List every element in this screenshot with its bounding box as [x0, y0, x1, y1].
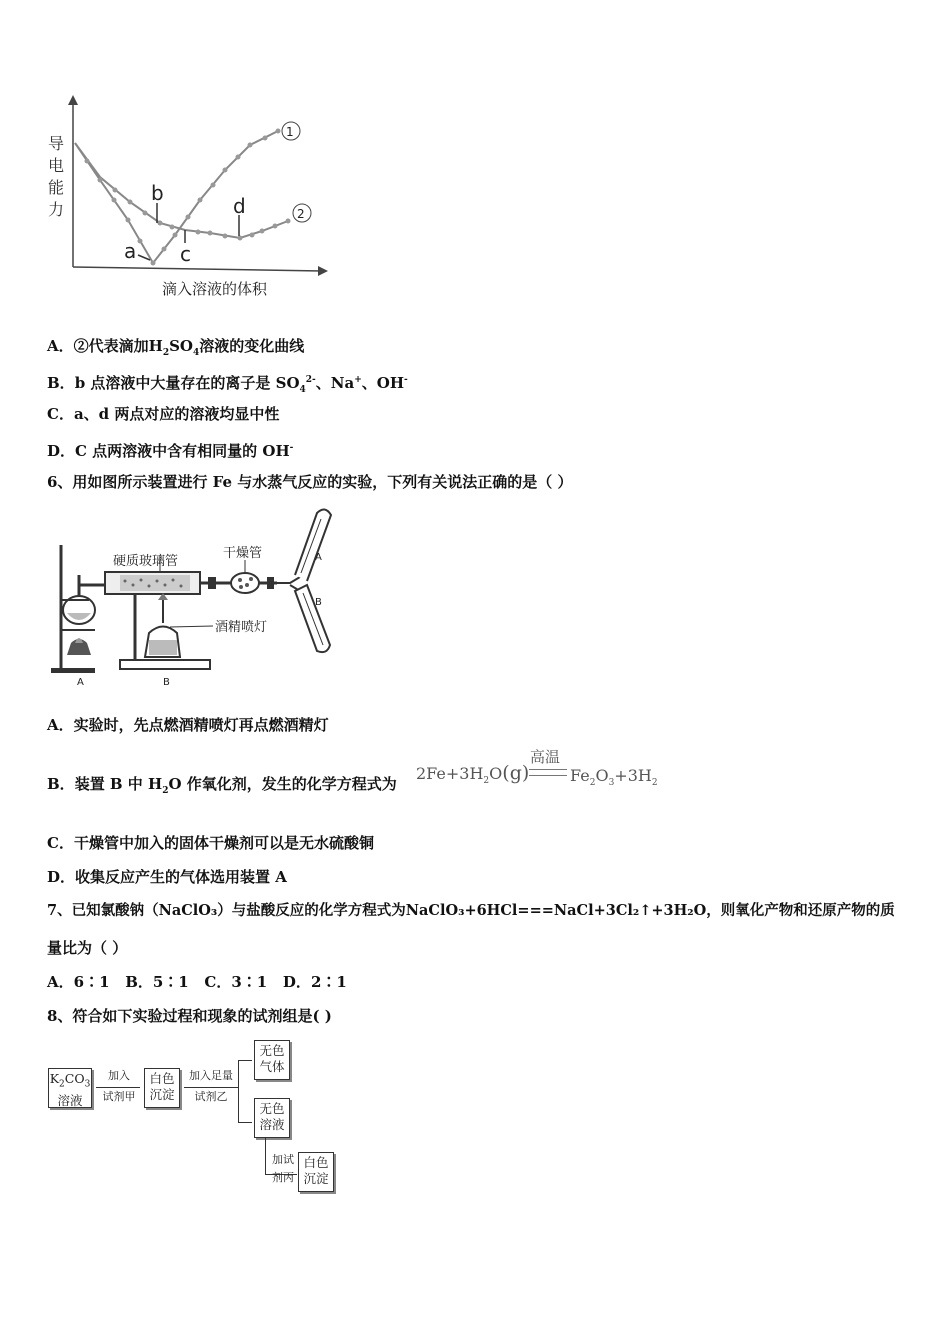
x-axis-arrow	[318, 266, 328, 276]
q6-option-a: A．实验时，先点燃酒精喷灯再点燃酒精灯	[47, 716, 329, 734]
point-c-label: c	[180, 242, 191, 266]
q5-option-b: B．b 点溶液中大量存在的离子是 $SO_4^{2-}$、Na+、OH-	[47, 374, 408, 395]
flow-arrow2-bottom: 试剂乙	[194, 1090, 228, 1103]
svg-text:A: A	[315, 552, 322, 563]
q6-equation-condition: 高温	[530, 748, 561, 766]
flow-arrow2	[184, 1087, 238, 1088]
q7-option-c: C．3∶1	[204, 973, 268, 991]
flow-box-white-precipitate-1: 白色 沉淀	[144, 1068, 180, 1108]
flow-box-white-precipitate-2: 白色 沉淀	[298, 1152, 334, 1192]
x-axis-label: 滴入溶液的体积	[162, 280, 268, 298]
q7-option-d: D．2∶1	[282, 973, 347, 991]
q6-equation-equals	[529, 769, 567, 776]
q6-option-b: B．装置 B 中 $H_2O$ 作氧化剂，发生的化学方程式为	[47, 775, 397, 796]
q6-equation: $2Fe+3H_2O(g)$	[416, 762, 530, 787]
flow-arrow2-top: 加入足量	[189, 1069, 233, 1082]
y-label-4: 力	[48, 200, 65, 219]
q7-options	[47, 972, 347, 992]
flow-arrow1-top: 加入	[108, 1069, 130, 1082]
svg-text:B: B	[163, 677, 170, 688]
svg-text:干燥管: 干燥管	[223, 546, 263, 561]
y-axis-arrow	[68, 95, 78, 105]
x-axis	[73, 267, 322, 271]
y-label-1: 导	[48, 134, 65, 153]
flow-arrow1-bottom: 试剂甲	[102, 1090, 136, 1103]
flow-box-colorless-gas: 无色 气体	[254, 1040, 290, 1080]
q6-equation-products: $Fe_2O_3+3H_2$	[570, 766, 658, 789]
q5-option-d: D．C 点两溶液中含有相同量的 OH-	[47, 442, 294, 460]
flow-box-colorless-solution: 无色 溶液	[254, 1098, 290, 1138]
flow-branch-top	[238, 1060, 252, 1061]
point-b-label: b	[151, 181, 164, 205]
curve-2-label: 2	[297, 207, 305, 221]
q7-option-a: A．6∶1	[47, 973, 110, 991]
curve-1	[75, 131, 278, 263]
curve-1-label: 1	[286, 125, 294, 139]
q8-stem: 8、符合如下实验过程和现象的试剂组是( )	[47, 1007, 332, 1025]
q5-option-a: A．②代表滴加$H_2SO_4$溶液的变化曲线	[47, 337, 305, 358]
point-d-label: d	[233, 194, 246, 218]
q7-stem-line1: 7、已知氯酸钠（NaClO₃）与盐酸反应的化学方程式为NaClO₃+6HCl===NaCl+3Cl₂↑+3H₂O，则氧化产物和还原产物的质	[47, 902, 895, 919]
point-a-label: a	[124, 239, 137, 263]
svg-text:硬质玻璃管: 硬质玻璃管	[113, 554, 179, 569]
flow-branch-bottom	[238, 1122, 252, 1123]
q6-stem: 6、用如图所示装置进行 Fe 与水蒸气反应的实验，下列有关说法正确的是（ ）	[47, 473, 573, 491]
svg-text:A: A	[77, 677, 84, 688]
svg-text:酒精喷灯: 酒精喷灯	[215, 620, 268, 635]
conductivity-graph	[40, 95, 340, 305]
flow-arrow1	[96, 1087, 140, 1088]
svg-text:B: B	[315, 597, 322, 608]
q7-option-b: B．5∶1	[125, 973, 189, 991]
flow-box-k2co3: $K_2CO_3$ 溶液	[48, 1068, 92, 1108]
flow-branch	[238, 1060, 239, 1122]
q7-stem-line2: 量比为（ ）	[47, 939, 128, 957]
q6-option-d: D．收集反应产生的气体选用装置 A	[47, 868, 287, 886]
y-label-2: 电	[48, 156, 65, 175]
q5-option-c: C．a、d 两点对应的溶液均显中性	[47, 405, 280, 423]
flow-arrow3-vertical	[265, 1138, 266, 1174]
fe-steam-apparatus	[45, 505, 345, 690]
flow-arrow3-bottom: 剂丙	[272, 1171, 294, 1184]
flow-arrow3-top: 加试	[272, 1153, 294, 1166]
y-label-3: 能	[48, 178, 65, 197]
q6-option-c: C．干燥管中加入的固体干燥剂可以是无水硫酸铜	[47, 834, 374, 852]
